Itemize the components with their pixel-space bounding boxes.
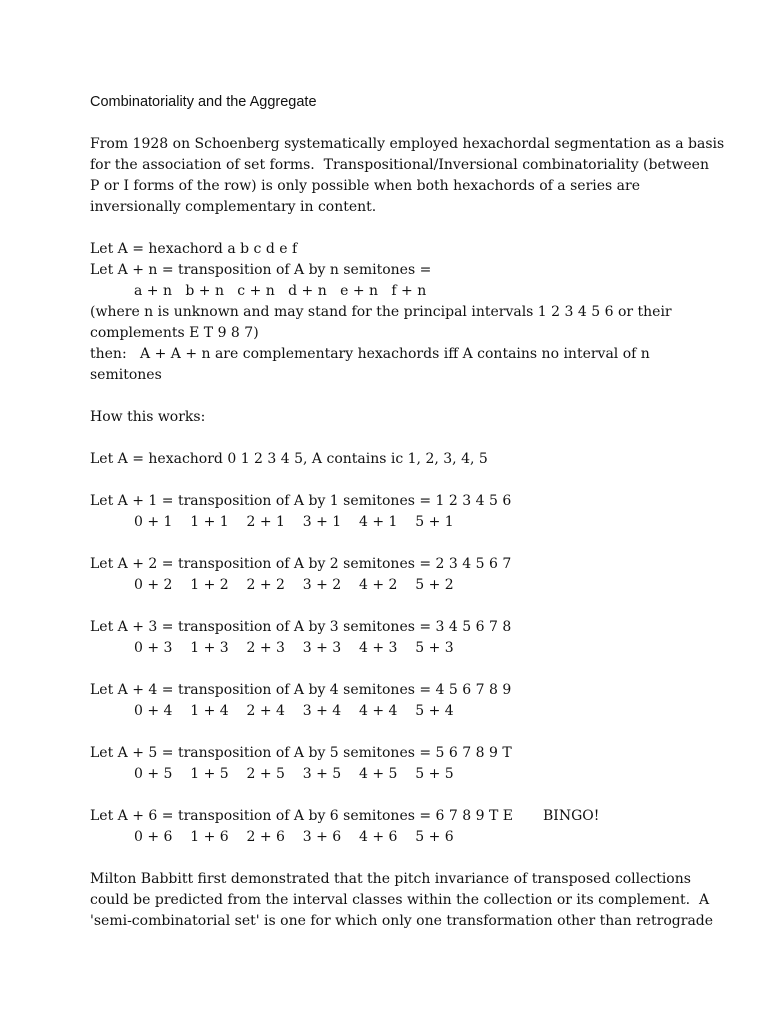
transposition-sums: 0 + 2 1 + 2 2 + 2 3 + 2 4 + 2 5 + 2 [134, 577, 454, 593]
text-line: 'semi-combinatorial set' is one for which only one transformation other than retrograde [90, 913, 714, 929]
text-line: then: A + A + n are complementary hexachords iff A contains no interval of n [90, 346, 650, 362]
text-line: Let A + n = transposition of A by n semitones = [90, 262, 432, 278]
transposition-6 [90, 806, 690, 848]
text-line: Milton Babbitt first demonstrated that the pitch invariance of transposed collections [90, 871, 691, 887]
base-hexachord-line: Let A = hexachord 0 1 2 3 4 5, A contains ic 1, 2, 3, 4, 5 [90, 451, 488, 467]
transposition-sums: 0 + 6 1 + 6 2 + 6 3 + 6 4 + 6 5 + 6 [134, 829, 454, 845]
definition-sum-line: a + n b + n c + n d + n e + n f + n [134, 283, 427, 299]
how-heading: How this works: [90, 409, 206, 425]
text-line: inversionally complementary in content. [90, 199, 377, 215]
text-line: P or I forms of the row) is only possible when both hexachords of a series are [90, 178, 640, 194]
transposition-sums: 0 + 1 1 + 1 2 + 1 3 + 1 4 + 1 5 + 1 [134, 514, 454, 530]
transposition-2 [90, 554, 690, 596]
transposition-line: Let A + 2 = transposition of A by 2 semitones = 2 3 4 5 6 7 [90, 556, 512, 572]
transposition-1 [90, 491, 690, 533]
transposition-sums: 0 + 4 1 + 4 2 + 4 3 + 4 4 + 4 5 + 4 [134, 703, 454, 719]
transposition-line: Let A + 4 = transposition of A by 4 semitones = 4 5 6 7 8 9 [90, 682, 512, 698]
text-line: complements E T 9 8 7) [90, 325, 259, 341]
transposition-sums: 0 + 5 1 + 5 2 + 5 3 + 5 4 + 5 5 + 5 [134, 766, 454, 782]
transposition-line: Let A + 1 = transposition of A by 1 semitones = 1 2 3 4 5 6 [90, 493, 512, 509]
text-line: could be predicted from the interval classes within the collection or its complement. A [90, 892, 710, 908]
transposition-5 [90, 743, 690, 785]
text-line: for the association of set forms. Transpositional/Inversional combinatoriality (between [90, 157, 709, 173]
intro-paragraph [90, 134, 725, 218]
text-line: Let A = hexachord a b c d e f [90, 241, 298, 257]
transposition-4 [90, 680, 690, 722]
transposition-line: Let A + 6 = transposition of A by 6 semitones = 6 7 8 9 T E [90, 808, 513, 824]
bingo-label: BINGO! [543, 808, 600, 824]
document-page [90, 92, 725, 932]
text-line: (where n is unknown and may stand for the principal intervals 1 2 3 4 5 6 or their [90, 304, 672, 320]
definition-block [90, 239, 690, 386]
transposition-sums: 0 + 3 1 + 3 2 + 3 3 + 3 4 + 3 5 + 3 [134, 640, 454, 656]
transposition-line-row [90, 806, 690, 827]
text-line: semitones [90, 367, 162, 383]
transposition-line: Let A + 3 = transposition of A by 3 semitones = 3 4 5 6 7 8 [90, 619, 512, 635]
transposition-line: Let A + 5 = transposition of A by 5 semitones = 5 6 7 8 9 T [90, 745, 512, 761]
closing-paragraph [90, 869, 714, 932]
text-line: From 1928 on Schoenberg systematically employed hexachordal segmentation as a basis [90, 136, 725, 152]
document-title: Combinatoriality and the Aggregate [90, 94, 317, 110]
transposition-3 [90, 617, 690, 659]
